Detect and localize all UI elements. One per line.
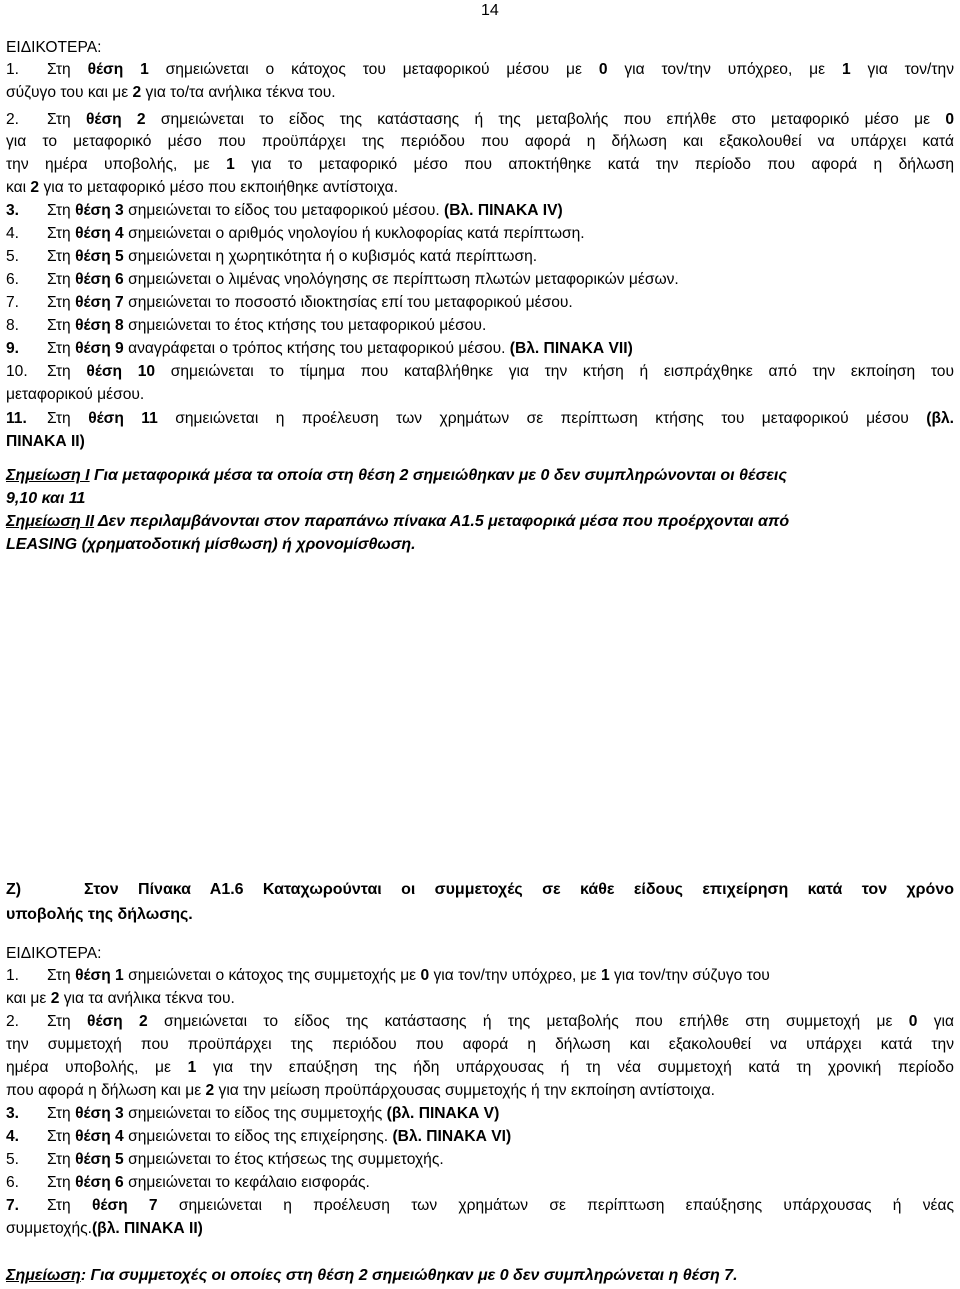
text: σημειώνεται το είδος της κατάστασης ή της μεταβολής που επήλθε στο μεταφορικό μέσο με (145, 111, 946, 128)
section2-line-2a (6, 1012, 954, 1032)
text: σημειώνεται το έτος κτήσεως της συμμετοχής. (123, 1151, 444, 1168)
item-number: 8. (6, 317, 20, 334)
text: Στη (47, 410, 89, 427)
bold-text: 1 (600, 967, 610, 984)
section2-line-2d (6, 1081, 715, 1101)
item-number: 2. (6, 1013, 20, 1030)
section1-line-7 (6, 293, 573, 313)
item-number: 1. (6, 967, 20, 984)
bold-text: (βλ. ΠΙΝΑΚΑ V) (386, 1105, 500, 1122)
item-number: 2. (6, 111, 20, 128)
bold-text: (Βλ. ΠΙΝΑΚΑ VII) (509, 340, 633, 357)
bold-text: 2 (132, 84, 142, 101)
text: για (917, 1013, 955, 1030)
text: για την μείωση προϋπάρχουσας συμμετοχής ή την εκποίηση αντίστοιχα. (214, 1082, 715, 1099)
text: σημειώνεται το ποσοστό ιδιοκτησίας επί του μεταφορικού μέσου. (123, 294, 573, 311)
bold-text: θέση 4 (75, 225, 124, 242)
section1-line-10a (6, 362, 954, 382)
bold-text: 0 (598, 61, 608, 78)
section2-line-5 (6, 1150, 444, 1170)
bold-text: θέση 5 (75, 1151, 124, 1168)
text: σημειώνεται η προέλευση των χρημάτων σε περίπτωση κτήσης του μεταφορικού μέσου (157, 410, 927, 427)
section1-line-2c (6, 155, 954, 175)
text: για τον/την σύζυγο του (609, 967, 770, 984)
section1-line-11a (6, 409, 954, 429)
text: για την επαύξηση της ήδη υπάρχουσας ή τη νέα συμμετοχή κατά τη χρονική περίοδο (196, 1059, 954, 1076)
bold-text: θέση 11 (88, 410, 158, 427)
section2-heading: ΕΙΔΙΚΟΤΕΡΑ: (6, 945, 102, 962)
section1-line-4 (6, 224, 585, 244)
section2-line-1a (6, 966, 770, 986)
section2-note-text: : Για συμμετοχές οι οποίες στη θέση 2 σημειώθηκαν με 0 δεν συμπληρώνεται η θέση 7. (80, 1267, 738, 1284)
section1-line-11b (6, 432, 85, 452)
section2-line-2b (6, 1035, 954, 1055)
item-number: 7. (6, 1197, 20, 1214)
item-number: 7. (6, 294, 20, 311)
section1-heading: ΕΙΔΙΚΟΤΕΡΑ: (6, 39, 102, 56)
bold-text: θέση 5 (75, 248, 124, 265)
page-number: 14 (481, 2, 499, 19)
section2-note-label: Σημείωση (6, 1267, 81, 1284)
item-number: 4. (6, 1128, 20, 1145)
text: Στη (47, 111, 86, 128)
bold-text: θέση 1 (87, 61, 149, 78)
section1-line-2b (6, 132, 954, 152)
section2-line-2c (6, 1058, 954, 1078)
bold-text: 1 (187, 1059, 197, 1076)
text: σημειώνεται το είδος της κατάστασης ή της μεταβολής που επήλθε στη συμμετοχή με (147, 1013, 909, 1030)
section1-line-6 (6, 270, 679, 290)
text: Στη (47, 1197, 92, 1214)
section2-title-line2: υποβολής της δήλωσης. (6, 906, 193, 923)
note1-line1 (6, 466, 787, 486)
bold-text: 0 (420, 967, 430, 984)
note2-line2: LEASING (χρηματοδοτική μίσθωση) ή χρονομίσθωση. (6, 536, 416, 553)
bold-text: ΠΙΝΑΚΑ II) (6, 433, 85, 450)
note2-line1 (6, 512, 789, 532)
text: για το μεταφορικό μέσο που αποκτήθηκε κατά την περίοδο που αφορά η δήλωση (234, 156, 954, 173)
note1-text: Για μεταφορικά μέσα τα οποία στη θέση 2 σημειώθηκαν με 0 δεν συμπληρώνονται οι θέσεις (89, 467, 787, 484)
text: σημειώνεται η χωρητικότητα ή ο κυβισμός κατά περίπτωση. (123, 248, 538, 265)
section2-line-4 (6, 1127, 511, 1147)
text: σημειώνεται το είδος του μεταφορικού μέσου. (123, 202, 445, 219)
section1-line-2d (6, 178, 398, 198)
item-number: 5. (6, 1151, 20, 1168)
text: την ημέρα υποβολής, με (6, 156, 227, 173)
text: Στη (47, 225, 76, 242)
item-number: 10. (6, 363, 28, 380)
bold-text: θέση 7 (75, 294, 124, 311)
text: σημειώνεται το κεφάλαιο εισφοράς. (123, 1174, 370, 1191)
item-number: 6. (6, 1174, 20, 1191)
section1-line-9 (6, 339, 633, 359)
bold-text: (Βλ. ΠΙΝΑΚΑ IV) (444, 202, 563, 219)
bold-text: θέση 2 (87, 1013, 148, 1030)
bold-text: θέση 8 (75, 317, 124, 334)
bold-text: θέση 6 (75, 1174, 124, 1191)
item-number: 3. (6, 1105, 20, 1122)
text: Στη (47, 1174, 76, 1191)
text: για τον/την υπόχρεο, με (429, 967, 601, 984)
bold-text: θέση 1 (75, 967, 124, 984)
bold-text: θέση 3 (75, 1105, 124, 1122)
text: για το μεταφορικό μέσο που προϋπάρχει της περιόδου που αφορά η δήλωση και εξακολουθεί να υπάρχει κατά (6, 133, 954, 150)
note1-label: Σημείωση Ι (6, 467, 90, 484)
item-number: 6. (6, 271, 20, 288)
item-number: 4. (6, 225, 20, 242)
text: Στη (47, 248, 76, 265)
bold-text: θέση 3 (75, 202, 124, 219)
note1-line2: 9,10 και 11 (6, 490, 86, 507)
section2-line-1b (6, 989, 235, 1009)
bold-text: (βλ. (926, 410, 955, 427)
text: μεταφορικού μέσου. (6, 386, 145, 403)
text: σημειώνεται ο κάτοχος της συμμετοχής με (123, 967, 421, 984)
section1-line-5 (6, 247, 537, 267)
text: σημειώνεται το έτος κτήσης του μεταφορικού μέσου. (123, 317, 487, 334)
bold-text: 2 (50, 990, 60, 1007)
text: για τα ανήλικα τέκνα του. (59, 990, 235, 1007)
text: σημειώνεται η προέλευση των χρημάτων σε περίπτωση επαύξησης υπάρχουσας ή νέας (157, 1197, 954, 1214)
text: και (6, 179, 31, 196)
section1-line-1a (6, 60, 954, 80)
bold-text: 0 (945, 111, 955, 128)
section2-title-text: Στον Πίνακα Α1.6 Καταχωρούνται οι συμμετοχές σε κάθε είδους επιχείρηση κατά τον χρόνο (84, 881, 954, 898)
section2-line-7b (6, 1219, 203, 1239)
text: Στη (47, 317, 76, 334)
text: Στη (47, 363, 87, 380)
text: για το/τα ανήλικα τέκνα του. (141, 84, 336, 101)
bold-text: θέση 10 (86, 363, 156, 380)
text: σημειώνεται ο αριθμός νηολογίου ή κυκλοφορίας κατά περίπτωση. (123, 225, 585, 242)
bold-text: 1 (841, 61, 851, 78)
section2-line-6 (6, 1173, 370, 1193)
text: για τον/την υπόχρεο, με (607, 61, 842, 78)
note2-label: Σημείωση ΙΙ (6, 513, 95, 530)
text: συμμετοχής. (6, 1220, 92, 1237)
bold-text: θέση 9 (75, 340, 124, 357)
bold-text: 0 (908, 1013, 918, 1030)
section1-line-10b (6, 385, 144, 405)
section1-line-1b (6, 83, 336, 103)
item-number: 1. (6, 61, 20, 78)
text: Στη (47, 1013, 88, 1030)
bold-text: 2 (30, 179, 40, 196)
bold-text: (Βλ. ΠΙΝΑΚΑ VI) (392, 1128, 512, 1145)
section1-line-8 (6, 316, 486, 336)
bold-text: θέση 4 (75, 1128, 124, 1145)
text: για τον/την (850, 61, 954, 78)
text: και με (6, 990, 51, 1007)
text: που αφορά η δήλωση και με (6, 1082, 206, 1099)
text: Στη (47, 202, 76, 219)
text: σύζυγο του και με (6, 84, 133, 101)
bold-text: θέση 7 (92, 1197, 158, 1214)
bold-text: (βλ. ΠΙΝΑΚΑ II) (91, 1220, 203, 1237)
text: Στη (47, 61, 88, 78)
section1-line-2a (6, 110, 954, 130)
item-number: 5. (6, 248, 20, 265)
text: Στη (47, 1128, 76, 1145)
text: σημειώνεται το είδος της συμμετοχής (123, 1105, 387, 1122)
bold-text: θέση 2 (86, 111, 146, 128)
text: Στη (47, 294, 76, 311)
section2-title-line1 (6, 880, 954, 900)
text: σημειώνεται ο κάτοχος του μεταφορικού μέσου με (148, 61, 599, 78)
text: σημειώνεται ο λιμένας νηολόγησης σε περίπτωση πλωτών μεταφορικών μέσων. (123, 271, 679, 288)
text: αναγράφεται ο τρόπος κτήσης του μεταφορικού μέσου. (123, 340, 510, 357)
section1-line-3 (6, 201, 563, 221)
text: σημειώνεται το τίμημα που καταβλήθηκε για την κτήση ή εισπράχθηκε από την εκποίηση του (155, 363, 954, 380)
bold-text: 1 (226, 156, 235, 173)
bold-text: 2 (205, 1082, 215, 1099)
section2-line-3 (6, 1104, 499, 1124)
text: ημέρα υποβολής, με (6, 1059, 188, 1076)
item-number: 9. (6, 340, 20, 357)
text: Στη (47, 271, 76, 288)
text: για το μεταφορικό μέσο που εκποιήθηκε αντίστοιχα. (39, 179, 399, 196)
section2-line-7a (6, 1196, 954, 1216)
text: σημειώνεται το είδος της επιχείρησης. (123, 1128, 393, 1145)
text: την συμμετοχή που προϋπάρχει της περιόδου που αφορά η δήλωση και εξακολουθεί να υπάρχει κατά την (6, 1036, 954, 1053)
item-number: 11. (6, 410, 27, 427)
bold-text: θέση 6 (75, 271, 124, 288)
note2-text: Δεν περιλαμβάνονται στον παραπάνω πίνακα Α1.5 μεταφορικά μέσα που προέρχονται από (94, 513, 790, 530)
section2-letter: Ζ) (6, 881, 22, 898)
section2-note (6, 1266, 738, 1286)
text: Στη (47, 1151, 76, 1168)
text: Στη (47, 967, 76, 984)
text: Στη (47, 1105, 76, 1122)
item-number: 3. (6, 202, 20, 219)
text: Στη (47, 340, 76, 357)
